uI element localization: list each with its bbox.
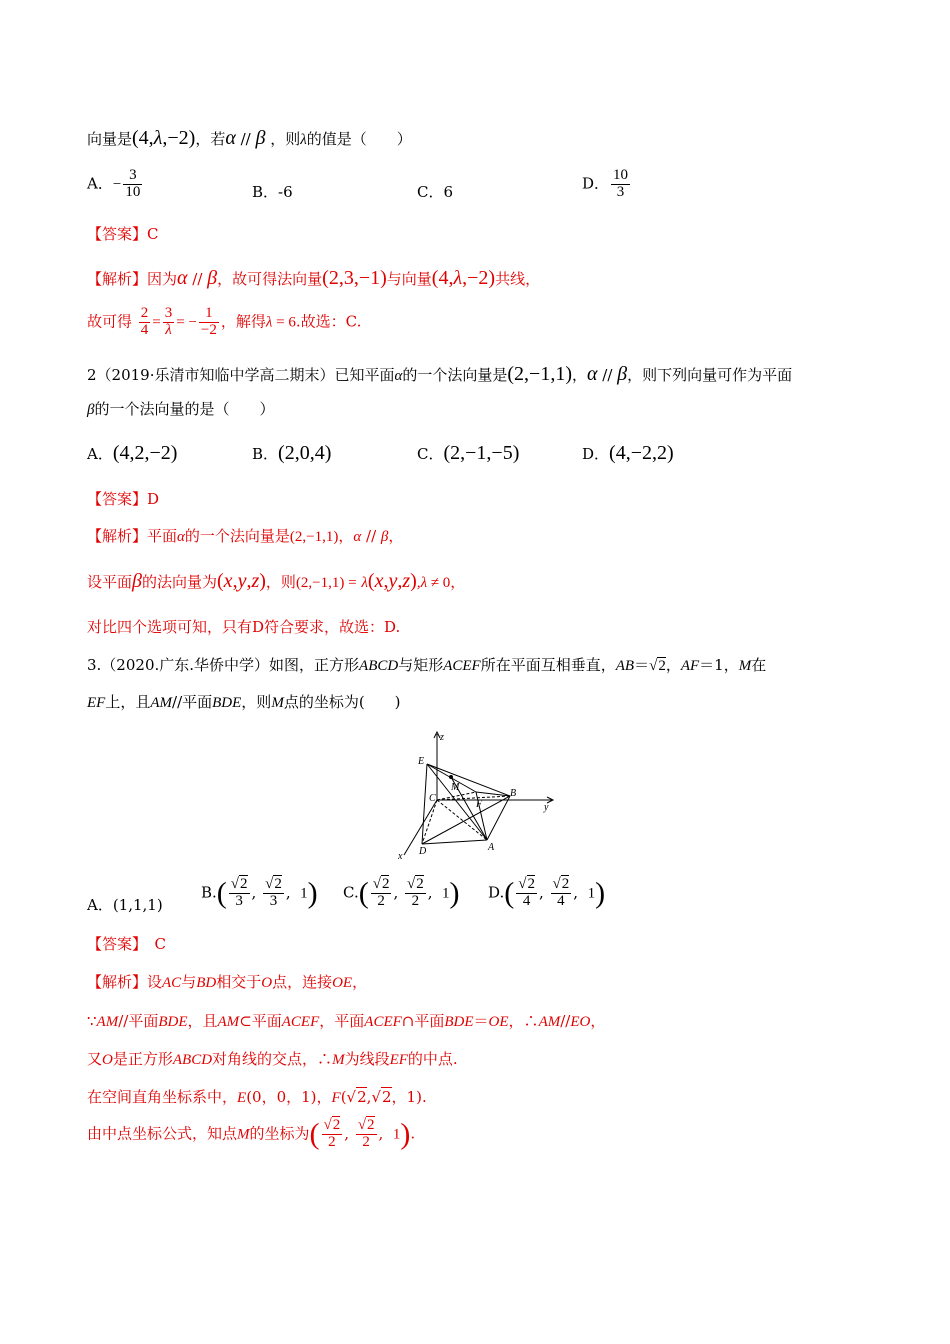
label-d: D (419, 846, 427, 857)
label-m: M (451, 782, 460, 793)
label-z: z (440, 732, 444, 743)
q2-stem-2: β的一个法向量的是（ ） (87, 400, 275, 418)
q3-analysis-4: 在空间直角坐标系中，E(0，0，1)，F(√2,√2，1). (87, 1088, 427, 1106)
q3-analysis-5: 由中点坐标公式，知点M的坐标为( $\frac{√2}{2}$ , $\frac{√2}{2}$ , 1). (87, 1117, 416, 1151)
q2-analysis-3: 对比四个选项可知，只有D符合要求，故选：D. (87, 618, 401, 636)
q2-option-d: D．(4,−2,2) (582, 442, 674, 464)
q3-option-b: B.( $\frac{√2}{3}$ , $\frac{√2}{3}$ , 1) (201, 876, 318, 910)
q1-option-a: A．− $\frac{3}{10}$ (87, 167, 141, 200)
q3-option-c: C.( $\frac{√2}{2}$ , $\frac{√2}{2}$ , 1) (343, 876, 460, 910)
q1-answer: 【答案】C (87, 225, 159, 243)
q3-option-a: A．(1,1,1) (87, 896, 163, 914)
q3-option-d: D.( $\frac{√2}{4}$ , $\frac{√2}{4}$ , 1) (488, 876, 606, 910)
q3-answer: 【答案】 C (87, 935, 166, 953)
q2-analysis-1: 【解析】平面α的一个法向量是(2,−1,1)，α // β， (87, 527, 404, 545)
label-f: F (476, 799, 483, 810)
q1-option-b: B．-6 (252, 183, 293, 201)
q2-stem-1: 2（2019·乐清市知临中学高二期末）已知平面α的一个法向量是(2,−1,1)，α // β，则下列向量可作为平面 (87, 363, 793, 385)
q3-stem-1: 3.（2020.广东.华侨中学）如图，正方形ABCD与矩形ACEF所在平面互相垂直，AB＝√2，AF＝1，M在 (87, 656, 767, 674)
geometry-figure (392, 728, 562, 863)
q1-analysis-2: 故可得 $\frac{2}{4}$ = $\frac{3}{\lambda}$ = − $\frac{1}{-2}$ ，解得λ = 6.故选：C. (87, 305, 362, 338)
point-m-dot (449, 775, 453, 779)
q2-option-a: A．(4,2,−2) (87, 442, 178, 464)
label-x: x (398, 851, 403, 862)
label-a: A (488, 842, 495, 853)
q3-analysis-1: 【解析】设AC与BD相交于O点，连接OE， (87, 973, 368, 991)
q2-option-c: C．(2,−1,−5) (417, 442, 520, 464)
q1-option-d: D． $\frac{10}{3}$ (582, 167, 629, 200)
q1-analysis-1: 【解析】因为α // β，故可得法向量(2,3,−1)与向量(4,λ,−2)共线， (87, 267, 541, 289)
q2-option-b: B．(2,0,4) (252, 442, 332, 464)
q1-option-c: C．6 (417, 183, 454, 201)
q3-analysis-3: 又O是正方形ABCD对角线的交点，∴M为线段EF的中点. (87, 1050, 458, 1068)
label-y: y (544, 802, 549, 813)
q2-answer: 【答案】D (87, 490, 160, 508)
q3-stem-2: EF上，且AM//平面BDE，则M点的坐标为( ) (87, 693, 401, 711)
q2-analysis-2: 设平面β的法向量为(x,y,z)，则(2,−1,1) = λ(x,y,z),λ ≠ 0， (87, 570, 466, 592)
label-c: C (429, 793, 436, 804)
q1-stem: 向量是(4,λ,−2)，若α // β ，则λ的值是（ ） (87, 127, 412, 149)
label-b: B (510, 788, 517, 799)
q3-analysis-2: ∵AM//平面BDE，且AM⊂平面ACEF，平面ACEF∩平面BDE＝OE，∴AM//EO， (87, 1012, 606, 1030)
label-e: E (418, 756, 425, 767)
